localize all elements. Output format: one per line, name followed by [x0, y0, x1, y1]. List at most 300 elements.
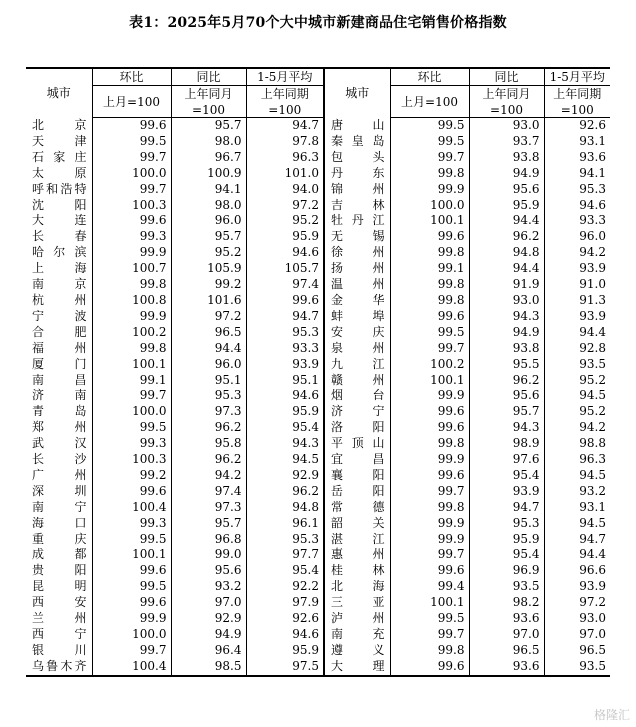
left-yoy-cell: 94.1	[171, 182, 246, 198]
table-row	[26, 134, 610, 150]
left-mom-cell: 100.8	[92, 293, 171, 309]
right-yoy-cell: 93.6	[469, 659, 544, 676]
right-yoy-cell: 95.9	[469, 532, 544, 548]
left-city-cell: 银川	[32, 642, 87, 657]
left-city-cell: 郑州	[32, 420, 87, 435]
right-city-cell: 洛阳	[324, 420, 390, 436]
left-avg-cell: 94.8	[246, 500, 324, 516]
left-yoy-cell: 95.1	[171, 373, 246, 389]
table-row	[26, 547, 610, 563]
right-mom-cell: 99.6	[390, 420, 469, 436]
left-mom-cell: 99.5	[92, 532, 171, 548]
right-mom-cell: 100.1	[390, 373, 469, 389]
right-city-cell: 安庆	[324, 325, 390, 341]
table-row	[26, 277, 610, 293]
right-city-cell: 包头	[324, 150, 390, 166]
left-mom-cell: 99.3	[92, 516, 171, 532]
right-yoy-cell: 95.6	[469, 388, 544, 404]
left-city-cell: 武汉	[32, 436, 87, 451]
right-yoy-cell: 94.4	[469, 261, 544, 277]
right-avg-cell: 93.9	[544, 579, 610, 595]
left-city-cell: 呼和浩特	[32, 181, 87, 196]
left-mom-cell: 100.7	[92, 261, 171, 277]
table-row	[26, 420, 610, 436]
right-mom-cell: 99.7	[390, 150, 469, 166]
right-yoy-cell: 93.8	[469, 341, 544, 357]
left-city-cell: 海口	[32, 515, 87, 530]
right-yoy-cell: 94.9	[469, 166, 544, 182]
right-city-cell: 宜昌	[324, 452, 390, 468]
table-row	[26, 500, 610, 516]
right-yoy-cell: 95.9	[469, 198, 544, 214]
table-row	[26, 404, 610, 420]
right-mom-cell: 99.8	[390, 245, 469, 261]
left-yoy-cell: 94.2	[171, 468, 246, 484]
right-city-cell: 常德	[324, 500, 390, 516]
left-mom-cell: 100.0	[92, 166, 171, 182]
left-city-cell: 太原	[32, 165, 87, 180]
right-avg-cell: 92.6	[544, 118, 610, 134]
left-yoy-cell: 97.3	[171, 500, 246, 516]
right-city-cell: 平顶山	[324, 436, 390, 452]
left-mom-cell: 99.7	[92, 643, 171, 659]
right-yoy-cell: 94.9	[469, 325, 544, 341]
right-avg-cell: 97.2	[544, 595, 610, 611]
right-yoy-cell: 94.8	[469, 245, 544, 261]
header-yoy-base2-left: =100	[171, 102, 246, 118]
right-yoy-cell: 93.0	[469, 293, 544, 309]
right-mom-cell: 99.6	[390, 563, 469, 579]
left-mom-cell: 100.3	[92, 452, 171, 468]
left-yoy-cell: 95.2	[171, 245, 246, 261]
right-avg-cell: 93.9	[544, 309, 610, 325]
left-mom-cell: 99.5	[92, 420, 171, 436]
left-city-cell: 杭州	[32, 292, 87, 307]
right-mom-cell: 99.6	[390, 404, 469, 420]
left-yoy-cell: 96.2	[171, 452, 246, 468]
left-avg-cell: 97.7	[246, 547, 324, 563]
left-city-cell: 石家庄	[32, 149, 87, 164]
left-mom-cell: 99.7	[92, 150, 171, 166]
left-yoy-cell: 96.7	[171, 150, 246, 166]
left-avg-cell: 94.7	[246, 118, 324, 134]
left-mom-cell: 100.0	[92, 627, 171, 643]
left-yoy-cell: 98.0	[171, 198, 246, 214]
header-avg-right: 1-5月平均	[544, 68, 610, 86]
right-yoy-cell: 97.0	[469, 627, 544, 643]
right-avg-cell: 91.3	[544, 293, 610, 309]
left-avg-cell: 92.2	[246, 579, 324, 595]
left-yoy-cell: 93.2	[171, 579, 246, 595]
left-mom-cell: 99.8	[92, 341, 171, 357]
left-yoy-cell: 98.5	[171, 659, 246, 676]
left-city-cell: 长沙	[32, 452, 87, 467]
left-avg-cell: 95.3	[246, 325, 324, 341]
right-yoy-cell: 95.5	[469, 357, 544, 373]
table-row	[26, 293, 610, 309]
table-row	[26, 245, 610, 261]
left-avg-cell: 96.2	[246, 484, 324, 500]
right-city-cell: 北海	[324, 579, 390, 595]
left-mom-cell: 100.1	[92, 547, 171, 563]
left-city-cell: 昆明	[32, 579, 87, 594]
right-mom-cell: 99.9	[390, 388, 469, 404]
left-yoy-cell: 95.8	[171, 436, 246, 452]
left-mom-cell: 99.9	[92, 309, 171, 325]
right-mom-cell: 99.7	[390, 341, 469, 357]
header-yoy-right: 同比	[469, 68, 544, 86]
right-avg-cell: 98.8	[544, 436, 610, 452]
left-yoy-cell: 96.0	[171, 357, 246, 373]
left-yoy-cell: 98.0	[171, 134, 246, 150]
left-avg-cell: 94.6	[246, 245, 324, 261]
right-mom-cell: 99.8	[390, 643, 469, 659]
left-mom-cell: 100.1	[92, 357, 171, 373]
right-avg-cell: 93.3	[544, 213, 610, 229]
right-yoy-cell: 96.9	[469, 563, 544, 579]
right-city-cell: 韶关	[324, 516, 390, 532]
left-yoy-cell: 97.3	[171, 404, 246, 420]
right-mom-cell: 99.9	[390, 452, 469, 468]
right-yoy-cell: 93.0	[469, 118, 544, 134]
right-mom-cell: 99.8	[390, 166, 469, 182]
right-avg-cell: 94.5	[544, 388, 610, 404]
header-city-right: 城市	[324, 68, 390, 118]
left-mom-cell: 100.3	[92, 198, 171, 214]
table-row	[26, 213, 610, 229]
left-avg-cell: 96.3	[246, 150, 324, 166]
right-city-cell: 湛江	[324, 532, 390, 548]
table-row	[26, 532, 610, 548]
right-mom-cell: 100.0	[390, 198, 469, 214]
right-yoy-cell: 93.9	[469, 484, 544, 500]
left-city-cell: 天津	[32, 133, 87, 148]
right-yoy-cell: 95.4	[469, 547, 544, 563]
left-mom-cell: 99.3	[92, 229, 171, 245]
left-yoy-cell: 99.2	[171, 277, 246, 293]
left-city-cell: 重庆	[32, 531, 87, 546]
left-city-cell: 大连	[32, 213, 87, 228]
right-city-cell: 丹东	[324, 166, 390, 182]
right-mom-cell: 99.9	[390, 532, 469, 548]
table-row	[26, 468, 610, 484]
left-city-cell: 厦门	[32, 356, 87, 371]
header-yoy-base1-left: 上年同月	[171, 86, 246, 103]
right-avg-cell: 94.5	[544, 516, 610, 532]
right-city-cell: 锦州	[324, 182, 390, 198]
left-city-cell: 西宁	[32, 627, 87, 641]
header-yoy-base2-right: =100	[469, 102, 544, 118]
table-row	[26, 579, 610, 595]
table-row	[26, 659, 610, 676]
left-mom-cell: 99.5	[92, 134, 171, 150]
right-city-cell: 扬州	[324, 261, 390, 277]
right-yoy-cell: 93.7	[469, 134, 544, 150]
left-city-cell: 沈阳	[32, 197, 87, 212]
right-yoy-cell: 93.8	[469, 150, 544, 166]
table-row	[26, 516, 610, 532]
right-mom-cell: 99.1	[390, 261, 469, 277]
right-mom-cell: 100.1	[390, 595, 469, 611]
right-yoy-cell: 98.9	[469, 436, 544, 452]
table-row	[26, 643, 610, 659]
table-row	[26, 595, 610, 611]
left-avg-cell: 95.9	[246, 229, 324, 245]
table-row	[26, 309, 610, 325]
left-avg-cell: 97.8	[246, 134, 324, 150]
left-city-cell: 成都	[32, 547, 87, 562]
table-row	[26, 118, 610, 134]
left-yoy-cell: 97.2	[171, 309, 246, 325]
table-row	[26, 229, 610, 245]
table-body	[26, 118, 610, 676]
left-avg-cell: 105.7	[246, 261, 324, 277]
left-city-cell: 广州	[32, 467, 87, 482]
left-mom-cell: 99.1	[92, 373, 171, 389]
right-avg-cell: 94.6	[544, 198, 610, 214]
right-mom-cell: 99.4	[390, 579, 469, 595]
left-yoy-cell: 97.0	[171, 595, 246, 611]
right-city-cell: 泸州	[324, 611, 390, 627]
table-row	[26, 198, 610, 214]
left-mom-cell: 99.7	[92, 182, 171, 198]
left-city-cell: 青岛	[32, 404, 87, 419]
right-mom-cell: 100.2	[390, 357, 469, 373]
left-city-cell: 福州	[32, 340, 87, 355]
right-yoy-cell: 95.6	[469, 182, 544, 198]
table-row	[26, 261, 610, 277]
left-yoy-cell: 100.9	[171, 166, 246, 182]
header-mom-base-left: 上月=100	[92, 86, 171, 118]
left-city-cell: 济南	[32, 388, 87, 403]
right-yoy-cell: 94.4	[469, 213, 544, 229]
left-avg-cell: 93.3	[246, 341, 324, 357]
right-yoy-cell: 94.7	[469, 500, 544, 516]
left-avg-cell: 95.4	[246, 563, 324, 579]
right-mom-cell: 99.8	[390, 277, 469, 293]
left-avg-cell: 92.6	[246, 611, 324, 627]
left-avg-cell: 95.1	[246, 373, 324, 389]
right-avg-cell: 93.1	[544, 134, 610, 150]
right-avg-cell: 96.6	[544, 563, 610, 579]
right-city-cell: 无锡	[324, 229, 390, 245]
left-yoy-cell: 96.0	[171, 213, 246, 229]
right-mom-cell: 99.6	[390, 659, 469, 676]
right-avg-cell: 94.1	[544, 166, 610, 182]
left-avg-cell: 95.9	[246, 643, 324, 659]
header-mom-left: 环比	[92, 68, 171, 86]
right-mom-cell: 99.9	[390, 516, 469, 532]
left-mom-cell: 99.6	[92, 563, 171, 579]
left-city-cell: 长春	[32, 229, 87, 244]
header-avg-base2-right: =100	[544, 102, 610, 118]
right-mom-cell: 99.6	[390, 309, 469, 325]
header-yoy-left: 同比	[171, 68, 246, 86]
right-city-cell: 南充	[324, 627, 390, 643]
right-yoy-cell: 96.2	[469, 229, 544, 245]
left-yoy-cell: 95.6	[171, 563, 246, 579]
right-avg-cell: 93.5	[544, 659, 610, 676]
right-city-cell: 惠州	[324, 547, 390, 563]
left-city-cell: 南昌	[32, 372, 87, 387]
left-avg-cell: 97.5	[246, 659, 324, 676]
right-city-cell: 温州	[324, 277, 390, 293]
left-yoy-cell: 94.9	[171, 627, 246, 643]
table-title: 表1：2025年5月70个大中城市新建商品住宅销售价格指数	[129, 15, 507, 31]
table-row	[26, 436, 610, 452]
right-avg-cell: 97.0	[544, 627, 610, 643]
right-yoy-cell: 94.3	[469, 420, 544, 436]
right-mom-cell: 99.5	[390, 325, 469, 341]
table-row	[26, 388, 610, 404]
right-yoy-cell: 95.4	[469, 468, 544, 484]
left-mom-cell: 99.7	[92, 388, 171, 404]
right-city-cell: 襄阳	[324, 468, 390, 484]
header-city-left: 城市	[26, 68, 92, 118]
right-city-cell: 大理	[324, 659, 390, 676]
right-mom-cell: 99.8	[390, 500, 469, 516]
left-avg-cell: 94.5	[246, 452, 324, 468]
header-avg-base2-left: =100	[246, 102, 324, 118]
left-yoy-cell: 95.7	[171, 118, 246, 134]
header-mom-base-right: 上月=100	[390, 86, 469, 118]
right-city-cell: 牡丹江	[324, 213, 390, 229]
table-row	[26, 484, 610, 500]
right-city-cell: 岳阳	[324, 484, 390, 500]
right-avg-cell: 94.4	[544, 325, 610, 341]
left-mom-cell: 99.2	[92, 468, 171, 484]
right-avg-cell: 93.9	[544, 261, 610, 277]
table-row	[26, 373, 610, 389]
right-mom-cell: 99.7	[390, 484, 469, 500]
right-avg-cell: 93.6	[544, 150, 610, 166]
right-mom-cell: 99.5	[390, 134, 469, 150]
right-city-cell: 泉州	[324, 341, 390, 357]
left-yoy-cell: 95.7	[171, 229, 246, 245]
table-row	[26, 150, 610, 166]
left-mom-cell: 100.4	[92, 659, 171, 676]
left-avg-cell: 93.9	[246, 357, 324, 373]
right-avg-cell: 96.5	[544, 643, 610, 659]
header-yoy-base1-right: 上年同月	[469, 86, 544, 103]
right-yoy-cell: 93.5	[469, 579, 544, 595]
left-avg-cell: 94.7	[246, 309, 324, 325]
left-avg-cell: 97.2	[246, 198, 324, 214]
table-row	[26, 452, 610, 468]
right-mom-cell: 99.7	[390, 547, 469, 563]
left-avg-cell: 92.9	[246, 468, 324, 484]
left-city-cell: 乌鲁木齐	[26, 659, 92, 676]
right-avg-cell: 95.2	[544, 404, 610, 420]
header-avg-base1-left: 上年同期	[246, 86, 324, 103]
left-yoy-cell: 92.9	[171, 611, 246, 627]
left-mom-cell: 99.6	[92, 118, 171, 134]
header-mom-right: 环比	[390, 68, 469, 86]
left-avg-cell: 99.6	[246, 293, 324, 309]
watermark-logo: 格隆汇	[593, 708, 630, 722]
right-yoy-cell: 95.3	[469, 516, 544, 532]
left-yoy-cell: 96.4	[171, 643, 246, 659]
right-mom-cell: 99.8	[390, 436, 469, 452]
left-city-cell: 哈尔滨	[32, 245, 87, 260]
left-yoy-cell: 96.8	[171, 532, 246, 548]
right-avg-cell: 94.4	[544, 547, 610, 563]
left-city-cell: 贵阳	[32, 563, 87, 578]
left-city-cell: 兰州	[32, 611, 87, 626]
table-row	[26, 611, 610, 627]
right-yoy-cell: 96.2	[469, 373, 544, 389]
right-avg-cell: 94.7	[544, 532, 610, 548]
right-city-cell: 济宁	[324, 404, 390, 420]
left-yoy-cell: 94.4	[171, 341, 246, 357]
left-yoy-cell: 96.2	[171, 420, 246, 436]
left-mom-cell: 99.6	[92, 595, 171, 611]
left-avg-cell: 95.2	[246, 213, 324, 229]
right-yoy-cell: 97.6	[469, 452, 544, 468]
right-yoy-cell: 96.5	[469, 643, 544, 659]
right-mom-cell: 100.1	[390, 213, 469, 229]
left-mom-cell: 100.2	[92, 325, 171, 341]
left-yoy-cell: 105.9	[171, 261, 246, 277]
left-yoy-cell: 95.3	[171, 388, 246, 404]
left-mom-cell: 100.4	[92, 500, 171, 516]
left-mom-cell: 99.5	[92, 579, 171, 595]
right-avg-cell: 96.3	[544, 452, 610, 468]
left-avg-cell: 94.0	[246, 182, 324, 198]
header-avg-left: 1-5月平均	[246, 68, 324, 86]
left-avg-cell: 97.9	[246, 595, 324, 611]
right-avg-cell: 93.1	[544, 500, 610, 516]
right-avg-cell: 94.5	[544, 468, 610, 484]
left-avg-cell: 97.4	[246, 277, 324, 293]
table-row	[26, 166, 610, 182]
table-row	[26, 627, 610, 643]
right-yoy-cell: 94.3	[469, 309, 544, 325]
right-city-cell: 遵义	[324, 643, 390, 659]
right-city-cell: 桂林	[324, 563, 390, 579]
left-city-cell: 上海	[32, 261, 87, 276]
left-avg-cell: 101.0	[246, 166, 324, 182]
right-yoy-cell: 95.7	[469, 404, 544, 420]
table-row	[26, 182, 610, 198]
right-yoy-cell: 93.6	[469, 611, 544, 627]
left-mom-cell: 99.3	[92, 436, 171, 452]
right-city-cell: 徐州	[324, 245, 390, 261]
left-yoy-cell: 101.6	[171, 293, 246, 309]
left-avg-cell: 95.4	[246, 420, 324, 436]
left-city-cell: 宁波	[32, 308, 87, 323]
right-mom-cell: 99.9	[390, 182, 469, 198]
right-mom-cell: 99.5	[390, 611, 469, 627]
right-avg-cell: 94.2	[544, 420, 610, 436]
left-yoy-cell: 96.5	[171, 325, 246, 341]
left-mom-cell: 99.9	[92, 611, 171, 627]
right-avg-cell: 93.5	[544, 357, 610, 373]
left-mom-cell: 99.9	[92, 245, 171, 261]
right-avg-cell: 91.0	[544, 277, 610, 293]
left-city-cell: 合肥	[32, 324, 87, 339]
table-row	[26, 325, 610, 341]
left-avg-cell: 96.1	[246, 516, 324, 532]
right-avg-cell: 95.2	[544, 373, 610, 389]
price-index-table	[26, 67, 610, 677]
left-city-cell: 南宁	[32, 499, 87, 514]
right-city-cell: 九江	[324, 357, 390, 373]
right-avg-cell: 94.2	[544, 245, 610, 261]
left-mom-cell: 99.6	[92, 484, 171, 500]
right-city-cell: 烟台	[324, 388, 390, 404]
right-yoy-cell: 91.9	[469, 277, 544, 293]
